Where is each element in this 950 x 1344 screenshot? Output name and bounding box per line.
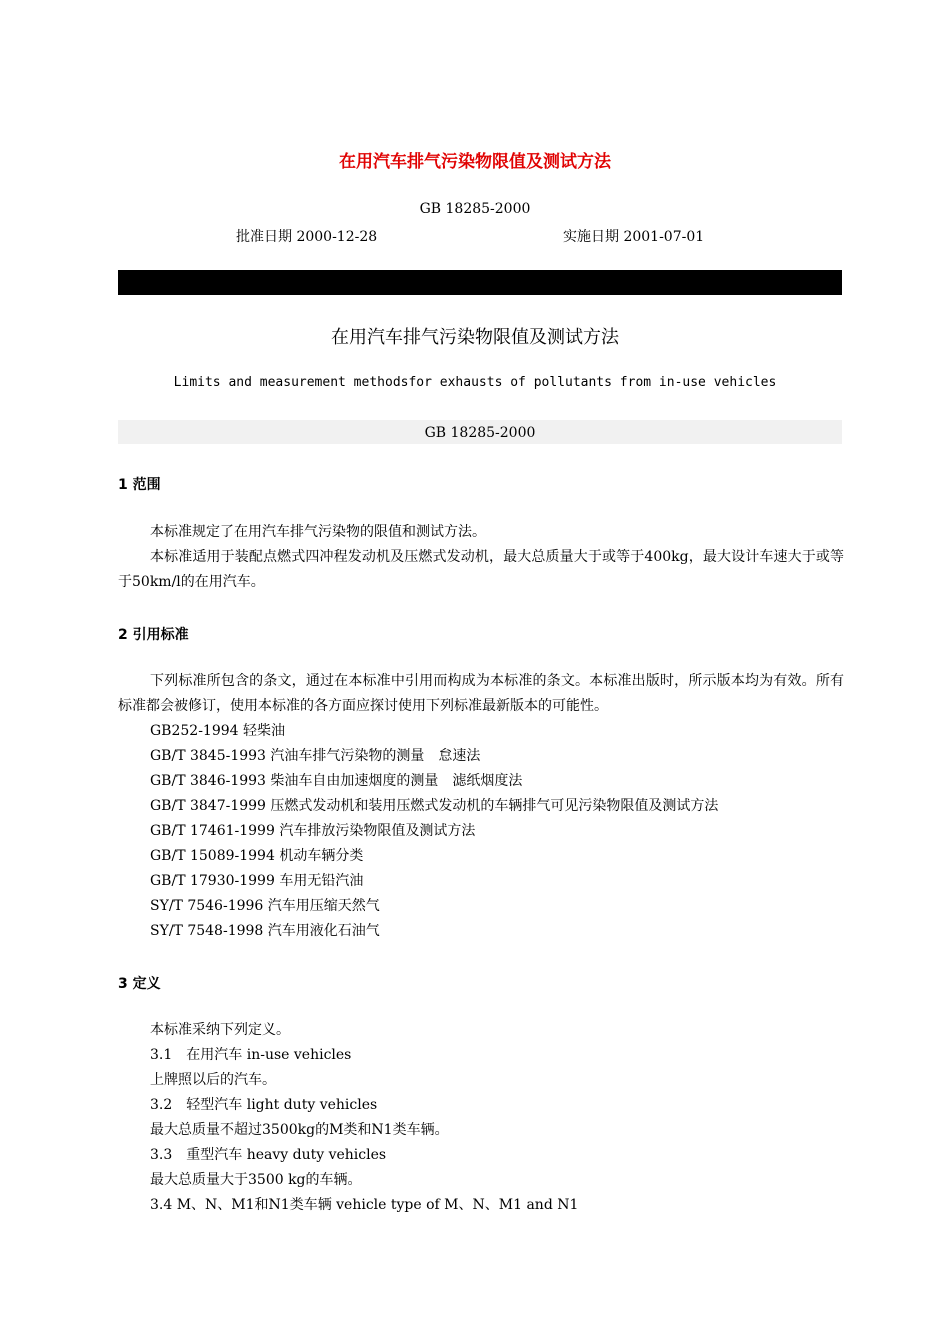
reference-item: SY/T 7546-1996 汽车用压缩天然气: [150, 898, 380, 914]
band-standard-number: GB 18285-2000: [424, 425, 536, 441]
standard-number: GB 18285-2000: [419, 201, 531, 217]
document-title: 在用汽车排气污染物限值及测试方法: [339, 152, 611, 172]
reference-item: GB/T 3846-1993 柴油车自由加速烟度的测量 滤纸烟度法: [150, 773, 523, 789]
definition-line: 本标准采纳下列定义。: [150, 1022, 290, 1038]
reference-item: GB/T 17930-1999 车用无铅汽油: [150, 873, 364, 889]
standard-number-band: [118, 420, 842, 444]
cover-title-en: Limits and measurement methodsfor exhausts of pollutants from in-use vehicles: [173, 375, 777, 390]
reference-item: GB/T 3845-1993 汽油车排气污染物的测量 怠速法: [150, 748, 481, 764]
reference-item: GB/T 15089-1994 机动车辆分类: [150, 848, 364, 864]
section-1-paragraph-2: 本标准适用于装配点燃式四冲程发动机及压燃式发动机，最大总质量大于或等于400kg，最大设计车速大于或等于50km/l的在用汽车。: [118, 549, 844, 590]
definition-line: 最大总质量不超过3500kg的M类和N1类车辆。: [150, 1122, 449, 1138]
definition-line: 最大总质量大于3500 kg的车辆。: [150, 1172, 362, 1188]
black-divider-bar: [118, 270, 842, 295]
reference-item: SY/T 7548-1998 汽车用液化石油气: [150, 923, 380, 939]
definition-line: 3.3 重型汽车 heavy duty vehicles: [150, 1147, 387, 1163]
section-3-heading: 3 定义: [118, 976, 161, 992]
reference-item: GB252-1994 轻柴油: [150, 723, 286, 739]
section-1-heading: 1 范围: [118, 477, 161, 493]
section-2-intro: 下列标准所包含的条文，通过在本标准中引用而构成为本标准的条文。本标准出版时，所示版本均为有效。所有标准都会被修订，使用本标准的各方面应探讨使用下列标准最新版本的可能性。: [118, 673, 844, 714]
definition-line: 3.2 轻型汽车 light duty vehicles: [150, 1097, 378, 1113]
section-1-paragraph-1: 本标准规定了在用汽车排气污染物的限值和测试方法。: [150, 524, 486, 540]
implementation-date: 实施日期 2001-07-01: [563, 229, 705, 245]
approval-date: 批准日期 2000-12-28: [236, 229, 378, 245]
definition-line: 3.1 在用汽车 in-use vehicles: [150, 1047, 352, 1063]
definition-line: 3.4 M、N、M1和N1类车辆 vehicle type of M、N、M1 and N1: [150, 1197, 579, 1213]
section-2-heading: 2 引用标准: [118, 627, 189, 643]
cover-title-cn: 在用汽车排气污染物限值及测试方法: [331, 327, 619, 348]
reference-item: GB/T 3847-1999 压燃式发动机和装用压燃式发动机的车辆排气可见污染物限值及测试方法: [150, 798, 719, 814]
reference-item: GB/T 17461-1999 汽车排放污染物限值及测试方法: [150, 823, 476, 839]
definition-line: 上牌照以后的汽车。: [150, 1072, 276, 1088]
